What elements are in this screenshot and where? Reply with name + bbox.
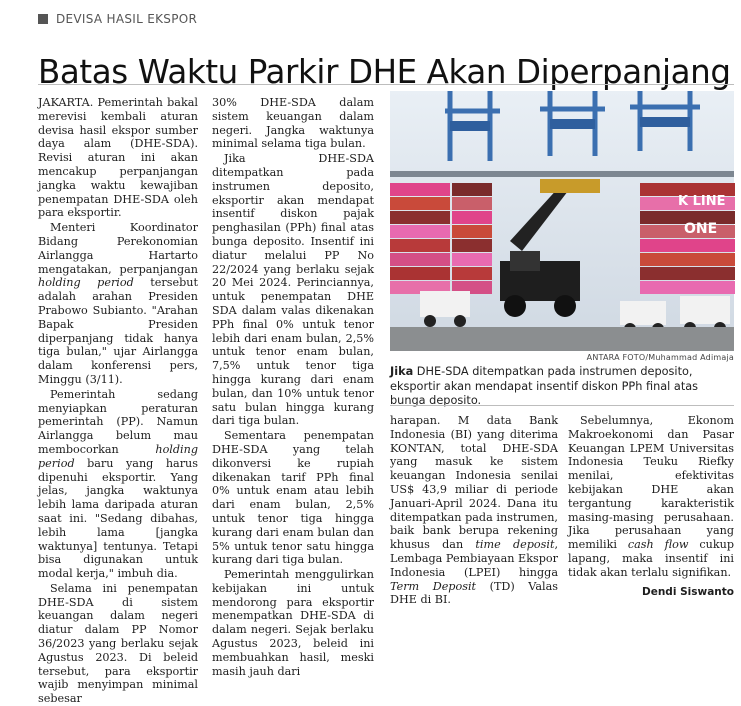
italic-term: Term Deposit xyxy=(390,579,477,593)
container-block xyxy=(452,183,492,196)
text-run: Pemerintah sedang menyiapkan peraturan pemerintah (PP). Namun Airlangga belum mau membocorkan xyxy=(38,387,198,456)
section-rubric xyxy=(38,11,197,27)
text-run: tersebut adalah arahan Presiden Prabowo Subianto. "Arahan Bapak Presiden diperpanjang tidak hanya tiga bulan," ujar Airlangga dalam konferensi pers, Minggu (3/11). xyxy=(38,276,198,386)
text-run: , Lembaga Pembiayaan Ekspor Indonesia (LPEI) hingga xyxy=(390,538,559,579)
article-column-4 xyxy=(568,414,734,598)
article-column-2 xyxy=(212,96,374,678)
paragraph xyxy=(38,221,198,387)
container-block xyxy=(390,183,450,196)
container-block xyxy=(452,211,492,224)
port-photo-illustration xyxy=(390,91,734,351)
article-column-3 xyxy=(390,414,559,607)
container-block xyxy=(390,225,450,238)
container-block xyxy=(640,267,735,280)
italic-term: time deposit xyxy=(475,538,555,552)
paragraph xyxy=(568,414,734,580)
caption-lead: Jika xyxy=(390,365,414,378)
rubric-label: DEVISA HASIL EKSPOR xyxy=(56,12,198,26)
byline: Dendi Siswanto xyxy=(642,585,734,598)
container-brand-label: K LINE xyxy=(678,194,726,209)
italic-term: holding period xyxy=(38,276,134,290)
caption-rule xyxy=(390,405,734,406)
paragraph xyxy=(38,388,198,581)
container-block xyxy=(390,197,450,210)
text-run: harapan. M data Bank Indonesia (BI) yang diterima KONTAN, total DHE-SDA yang masuk ke sistem keuangan Indonesia senilai US$ 43,9 miliar di periode Januari-April 2024. Dana itu ditempatkan pada instrumen, baik bank berupa rekening khusus dan xyxy=(390,414,558,552)
paragraph: 30% DHE-SDA dalam sistem keuangan dalam negeri. Jangka waktunya minimal selama tiga bulan. xyxy=(212,96,374,151)
news-photo-container-port xyxy=(390,91,734,351)
container-block xyxy=(640,239,735,252)
container-block xyxy=(640,253,735,266)
text-run: cukup lapang, maka insentif ini tidak akan terlalu signifikan. xyxy=(568,538,734,579)
container-block xyxy=(452,197,492,210)
paragraph: Sementara penempatan DHE-SDA yang telah dikonversi ke rupiah dikenakan tarif PPh final 0% untuk enam atau lebih dari enam bulan, 2,5% untuk tenor tiga hingga kurang dari enam bulan dan 5% untuk tenor satu hingga kurang dari tiga bulan. xyxy=(212,429,374,567)
paragraph: Selama ini penempatan DHE-SDA di sistem keuangan dalam negeri diatur dalam PP Nomor 36/2023 yang berlaku sejak Agustus 2023. Di beleid tersebut, para eksportir wajib menyimpan minimal sebesar xyxy=(38,581,198,706)
container-block xyxy=(390,253,450,266)
container-block xyxy=(452,253,492,266)
text-run: Menteri Koordinator Bidang Perekonomian Airlangga Hartarto mengatakan, perpanjangan xyxy=(38,221,198,276)
container-block xyxy=(390,239,450,252)
paragraph: JAKARTA. Pemerintah bakal merevisi kembali aturan devisa hasil ekspor sumber daya alam (DHE-SDA). Revisi aturan ini akan mencakup perpanjangan jangka waktu kewajiban penempatan DHE-SDA oleh para eksportir. xyxy=(38,96,198,220)
container-block xyxy=(640,281,735,294)
container-brand-label: ONE xyxy=(684,221,718,237)
container-block xyxy=(390,267,450,280)
photo-credit: ANTARA FOTO/Muhammad Adimaja xyxy=(586,353,734,362)
container-block xyxy=(452,267,492,280)
photo-caption xyxy=(390,365,734,409)
paragraph xyxy=(390,414,558,607)
italic-term: holding period xyxy=(38,442,198,470)
headline-rule xyxy=(38,84,734,85)
paragraph: Jika DHE-SDA ditempatkan pada instrumen deposito, eksportir akan mendapat insentif diskon pajak penghasilan (PPh) final atas bunga deposito. Insentif ini diatur melalui PP No 22/2024 yang berlaku sejak 20 Mei 2024. Perinciannya, untuk penempatan DHE SDA dalam valas dikenakan PPh final 0% untuk tenor lebih dari enam bulan, 2,5% untuk tenor enam bulan, 7,5% untuk tenor tiga hingga kurang dari enam bulan, dan 10% untuk tenor satu bulan hingga kurang dari tiga bulan. xyxy=(212,152,374,428)
headline: Batas Waktu Parkir DHE Akan Diperpanjang xyxy=(38,52,731,91)
italic-term: cash flow xyxy=(627,538,689,552)
paragraph: Pemerintah menggulirkan kebijakan ini untuk mendorong para eksportir menempatkan DHE-SDA di dalam negeri. Sejak berlaku Agustus 2023, beleid ini membuahkan hasil, meski masih jauh dari xyxy=(212,568,374,678)
container-block xyxy=(452,239,492,252)
article-column-1 xyxy=(38,96,198,706)
rubric-square-icon xyxy=(38,14,48,24)
caption-text: DHE-SDA ditempatkan pada instrumen deposito, eksportir akan mendapat insentif diskon PPh final atas bunga deposito. xyxy=(390,365,699,407)
container-block xyxy=(390,211,450,224)
container-block xyxy=(452,225,492,238)
text-run: Sebelumnya, Ekonom Makroekonomi dan Pasar Keuangan LPEM Universitas Indonesia Teuku Riefky menilai, efektivitas kebijakan DHE akan tergantung karakteristik masing-masing perusahaan. Jika perusahaan yang memiliki xyxy=(568,414,734,552)
text-run: baru yang harus dipenuhi eksportir. Yang jelas, jangka waktunya lebih lama daripada aturan saat ini. "Sedang dibahas, lebih lama [jangka waktunya] tentunya. Tetapi bisa digunakan untuk modal kerja," imbuh dia. xyxy=(38,456,198,581)
text-run: (TD) Valas DHE di BI. xyxy=(390,579,559,607)
